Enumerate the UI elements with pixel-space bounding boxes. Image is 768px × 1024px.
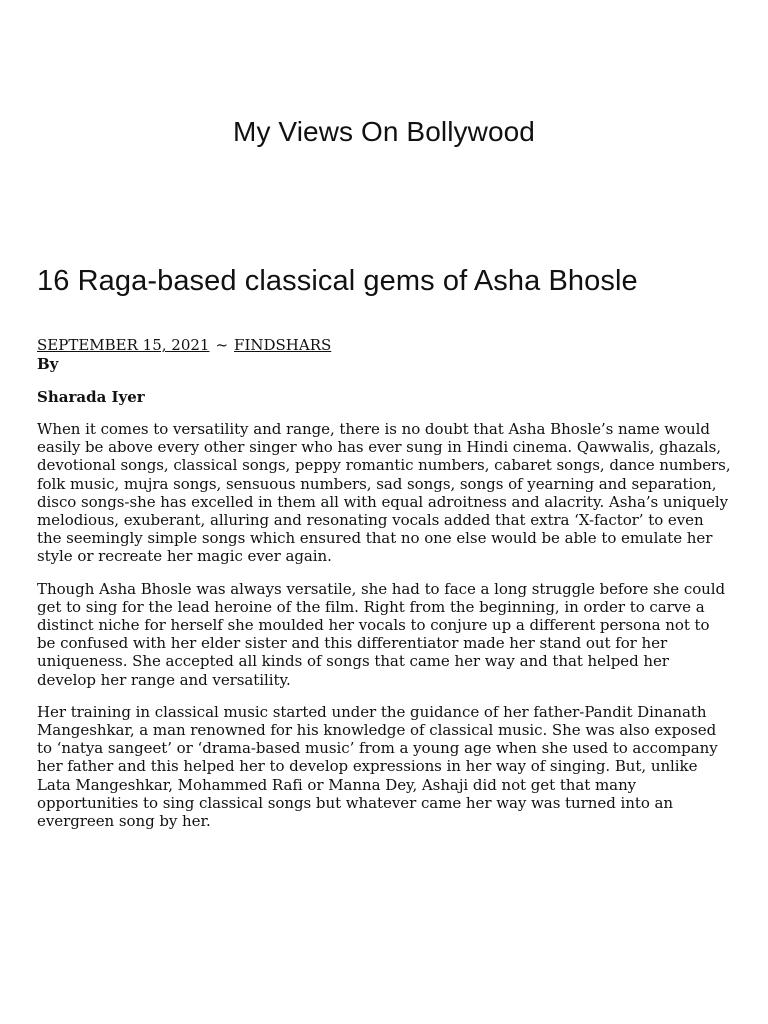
paragraph-1: When it comes to versatility and range, there is no doubt that Asha Bhosle’s name would easily be above every other singer who has ever sung in Hindi cinema. Qawwalis, ghazals, devotional songs, classical songs, peppy romantic numbers, cabaret songs, dance numbers, folk music, mujra songs, sensuous numbers, sad songs, songs of yearning and separation, disco songs-she has excelled in them all with equal adroitness and alacrity. Asha’s uniquely melodious, exuberant, alluring and resonating vocals added that extra ‘X-factor’ to even the seemingly simple songs which ensured that no one else would be able to emulate her style or recreate her magic ever again. [37, 420, 731, 566]
meta-separator: ~ [215, 336, 229, 354]
post-date-link[interactable]: SEPTEMBER 15, 2021 [37, 336, 210, 354]
author-name: Sharada Iyer [37, 388, 145, 406]
post-title: 16 Raga-based classical gems of Asha Bhosle [37, 265, 638, 297]
paragraph-2: Though Asha Bhosle was always versatile, she had to face a long struggle before she could get to sing for the lead heroine of the film. Right from the beginning, in order to carve a distinct niche for herself she moulded her vocals to conjure up a different persona not to be confused with her elder sister and this differentiator made her stand out for her uniqueness. She accepted all kinds of songs that came her way and that helped her develop her range and versatility. [37, 579, 726, 689]
byline-label: By [37, 355, 59, 373]
post-meta [37, 335, 731, 355]
post-author-link[interactable]: FINDSHARS [234, 336, 332, 354]
article [37, 262, 731, 844]
paragraph-3: Her training in classical music started under the guidance of her father-Pandit Dinanath Mangeshkar, a man renowned for his knowledge of classical music. She was also exposed to ‘natya sangeet’ or ‘drama-based music’ from a young age when she used to accompany her father and this helped her to develop expressions in her way of singing. But, unlike Lata Mangeshkar, Mohammed Rafi or Manna Dey, Ashaji did not get that many opportunities to sing classical songs but whatever came her way was turned into an evergreen song by her. [37, 702, 718, 831]
site-title-link[interactable]: My Views On Bollywood [233, 116, 535, 147]
site-header [0, 112, 768, 152]
